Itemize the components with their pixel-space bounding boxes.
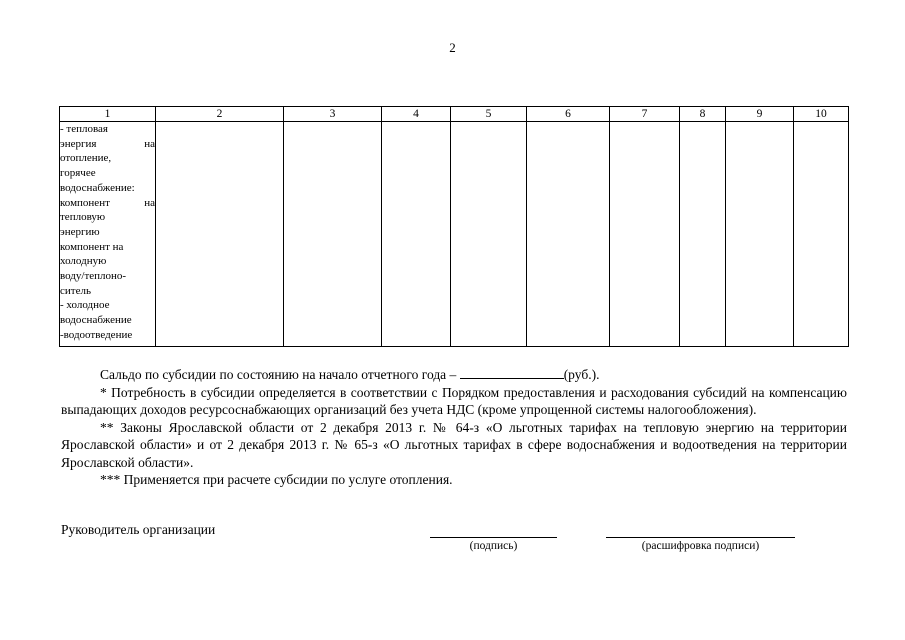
notes-block [61,366,847,489]
column-header: 4 [382,107,451,122]
column-header: 2 [156,107,284,122]
column-header: 1 [60,107,156,122]
table-cell [156,122,284,347]
cell-line: компонент на [60,240,124,253]
table-cell [726,122,794,347]
signature-label: Руководитель организации [61,522,216,537]
column-header: 5 [451,107,527,122]
column-header: 6 [527,107,610,122]
signature-decoding-line [606,537,795,538]
saldo-line: Сальдо по субсидии по состоянию на начало отчетного года – (руб.). [100,367,600,382]
table-header-row [60,107,849,122]
column-header: 10 [794,107,849,122]
cell-line: тепловую [60,211,106,224]
column-header: 7 [610,107,680,122]
signature-line [430,537,557,538]
column-header: 9 [726,107,794,122]
column-header: 8 [680,107,726,122]
cell-line: - тепловая [60,123,108,135]
subsidy-table [59,106,849,347]
cell-line: отопление, [60,152,112,165]
cell-line: ситель [60,284,91,297]
table-cell [680,122,726,347]
table-cell [610,122,680,347]
footnote-1: * Потребность в субсидии определяется в соответствии с Порядком предоставления и расходования субсидий на компенсацию выпадающих доходов ресурсоснабжающих организаций без учета НДС (кроме упрощенной системы налогообложения). [61,384,847,417]
page-number: 2 [449,40,456,55]
cell-line: энергию [60,225,100,238]
cell-line: водоснабжение [60,314,132,327]
cell-line: - холодное [60,299,110,312]
column-header: 3 [284,107,382,122]
cell-line: горячее [60,167,96,180]
cell-line: холодную [60,255,107,268]
signature-caption: (подпись) [469,540,518,552]
table-cell [284,122,382,347]
cell-line: воду/теплоно- [60,270,127,283]
table-cell [382,122,451,347]
resource-list-cell [60,122,156,347]
signature-decoding-caption: (расшифровка подписи) [641,540,760,552]
cell-line: водоснабжение: [60,181,135,194]
table-row [60,122,849,347]
table-cell [527,122,610,347]
cell-line: компонент на [60,196,155,209]
footnote-3: *** Применяется при расчете субсидии по услуге отопления. [100,472,453,487]
cell-line: -водоотведение [60,328,133,341]
footnote-2: ** Законы Ярославской области от 2 декабря 2013 г. № 64-з «О льготных тарифах на тепловую энергию на территории Ярославской области» и от 2 декабря 2013 г. № 65-з «О льготных тарифах в сфере водоснабжения и водоотведения на территории Ярославской области». [61,419,847,470]
table-cell [794,122,849,347]
cell-line: энергия на [60,137,155,150]
table-cell [451,122,527,347]
saldo-blank-field [460,366,564,379]
